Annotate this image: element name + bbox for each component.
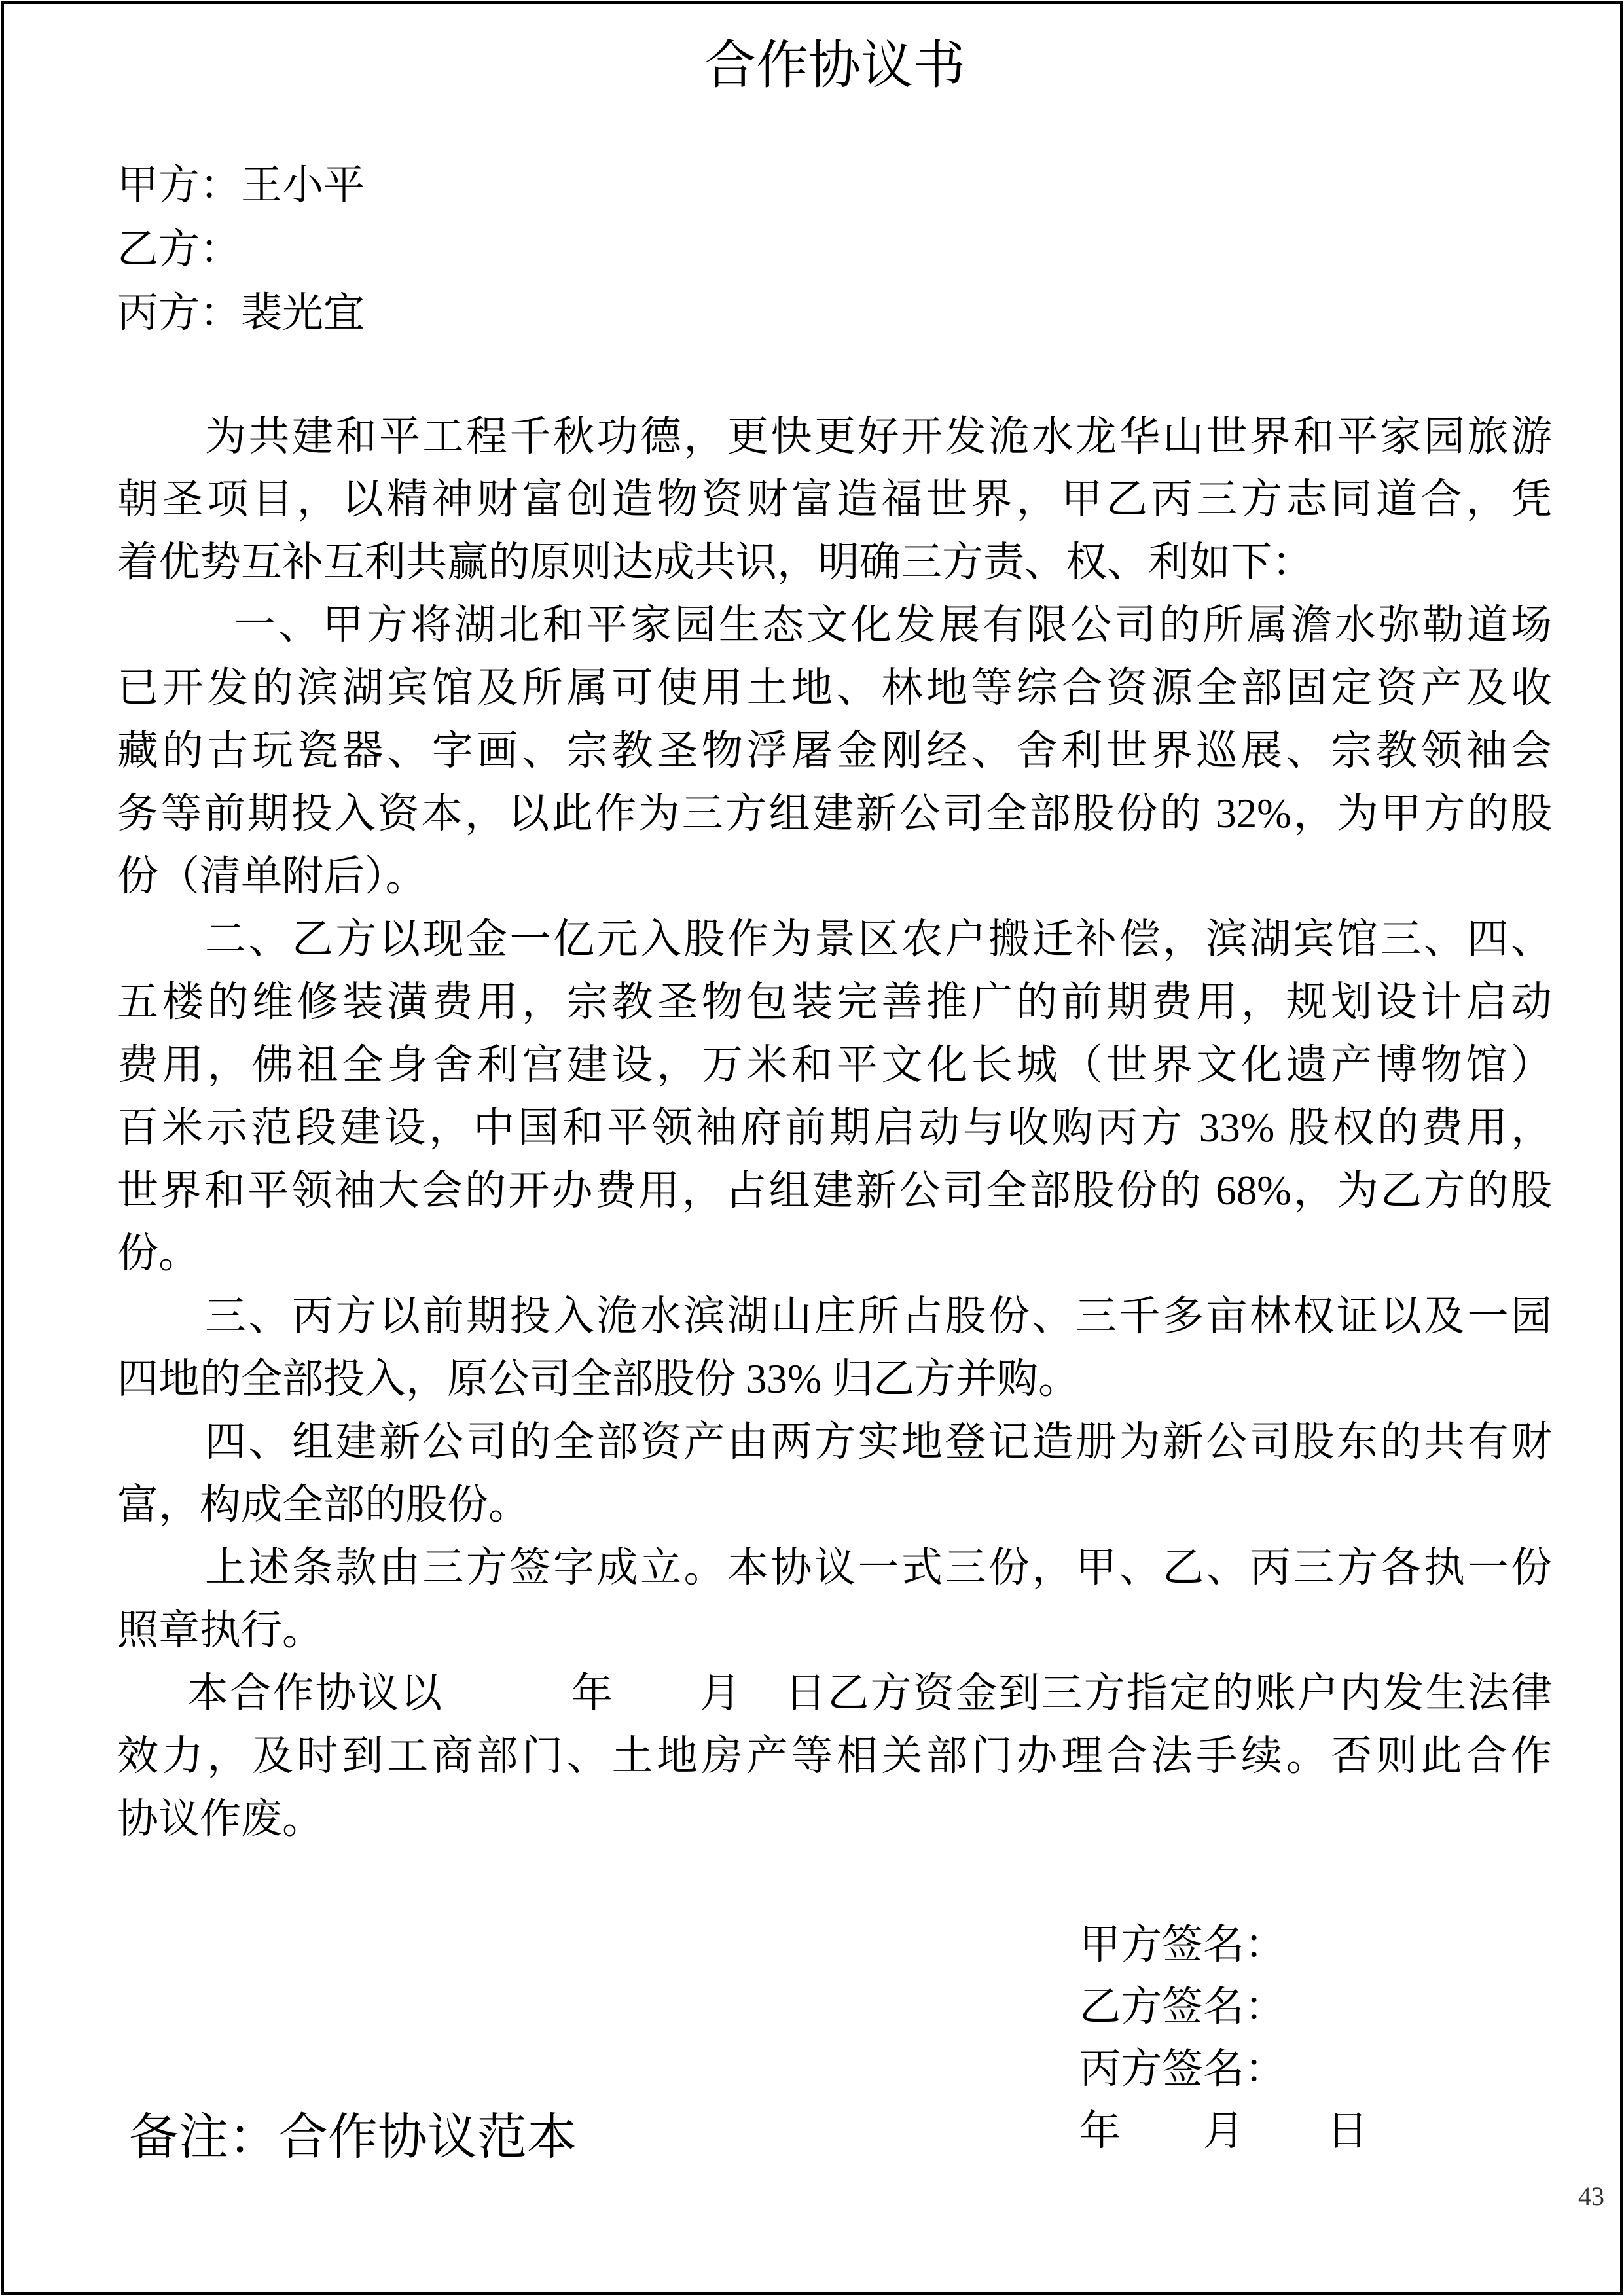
text-line: 三、丙方以前期投入洈水滨湖山庄所占股份、三千多亩林权证以及一园: [205, 1293, 1552, 1339]
text-line: 世界和平领袖大会的开办费用，占组建新公司全部股份的 68%，为乙方的股: [117, 1168, 1552, 1213]
text-line: 藏的古玩瓷器、字画、宗教圣物浮屠金刚经、舍利世界巡展、宗教领袖会: [117, 728, 1552, 774]
effective-date-paragraph: [117, 1662, 1552, 1850]
party-a-signature: 甲方签名：: [1079, 1922, 1286, 1967]
party-a: [117, 154, 1552, 218]
page-number: 43: [1578, 2181, 1604, 2211]
clause-2-paragraph: [117, 908, 1552, 1285]
text-line: 效力，及时到工商部门、土地房产等相关部门办理合法手续。否则此合作: [117, 1733, 1552, 1779]
text-line: 一、甲方将湖北和平家园生态文化发展有限公司的所属澹水弥勒道场: [234, 602, 1552, 648]
party-b-label: 乙方：: [117, 226, 241, 272]
text-line: 富，构成全部的股份。: [117, 1482, 530, 1528]
text-line: 朝圣项目，以精神财富创造物资财富造福世界，甲乙丙三方志同道合，凭: [117, 476, 1552, 522]
signature-date: 年 月 日: [1079, 2108, 1368, 2154]
text-line: 已开发的滨湖宾馆及所属可使用土地、林地等综合资源全部固定资产及收: [117, 665, 1552, 711]
clause-3-paragraph: [117, 1285, 1552, 1410]
text-line: 二、乙方以现金一亿元入股作为景区农户搬迁补偿，滨湖宾馆三、四、: [205, 916, 1552, 962]
party-c-name: 裴光宜: [241, 290, 365, 336]
text-line: 本合作协议以 年 月 日乙方资金到三方指定的账户内发生法律: [187, 1670, 1552, 1716]
text-line: 协议作废。: [117, 1796, 323, 1842]
party-a-label: 甲方：: [117, 162, 241, 208]
text-line: 为共建和平工程千秋功德，更快更好开发洈水龙华山世界和平家园旅游: [205, 414, 1552, 459]
text-line: 费用，佛祖全身舍利宫建设，万米和平文化长城（世界文化遗产博物馆）: [117, 1042, 1552, 1088]
party-c: [117, 281, 1552, 346]
signature-block: [1079, 1914, 1538, 2162]
party-b-signature: 乙方签名：: [1079, 1984, 1286, 2030]
closing-paragraph: [117, 1536, 1552, 1662]
text-line: 务等前期投入资本，以此作为三方组建新公司全部股份的 32%，为甲方的股: [117, 791, 1552, 836]
text-line: 份（清单附后）。: [117, 853, 427, 899]
party-c-label: 丙方：: [117, 290, 241, 336]
document-title: 合作协议书: [704, 37, 965, 95]
clause-1-paragraph: [117, 594, 1552, 908]
agreement-body: [117, 405, 1552, 1850]
text-line: 着优势互补互利共赢的原则达成共识，明确三方责、权、利如下：: [117, 539, 1313, 585]
text-line: 百米示范段建设，中国和平领袖府前期启动与收购丙方 33% 股权的费用，: [117, 1105, 1552, 1151]
party-b: [117, 218, 1552, 282]
text-line: 照章执行。: [117, 1607, 323, 1653]
clause-4-paragraph: [117, 1410, 1552, 1536]
remark-note: 备注：合作协议范本: [129, 2110, 577, 2165]
text-line: 上述条款由三方签字成立。本协议一式三份，甲、乙、丙三方各执一份: [205, 1545, 1552, 1590]
text-line: 四、组建新公司的全部资产由两方实地登记造册为新公司股东的共有财: [205, 1419, 1552, 1465]
party-a-name: 王小平: [241, 162, 365, 208]
text-line: 四地的全部投入，原公司全部股份 33% 归乙方并购。: [117, 1356, 1079, 1402]
text-line: 份。: [117, 1230, 200, 1276]
intro-paragraph: [117, 405, 1552, 594]
party-c-signature: 丙方签名：: [1079, 2046, 1286, 2092]
text-line: 五楼的维修装潢费用，宗教圣物包装完善推广的前期费用，规划设计启动: [117, 979, 1552, 1025]
parties-list: [117, 154, 1552, 346]
